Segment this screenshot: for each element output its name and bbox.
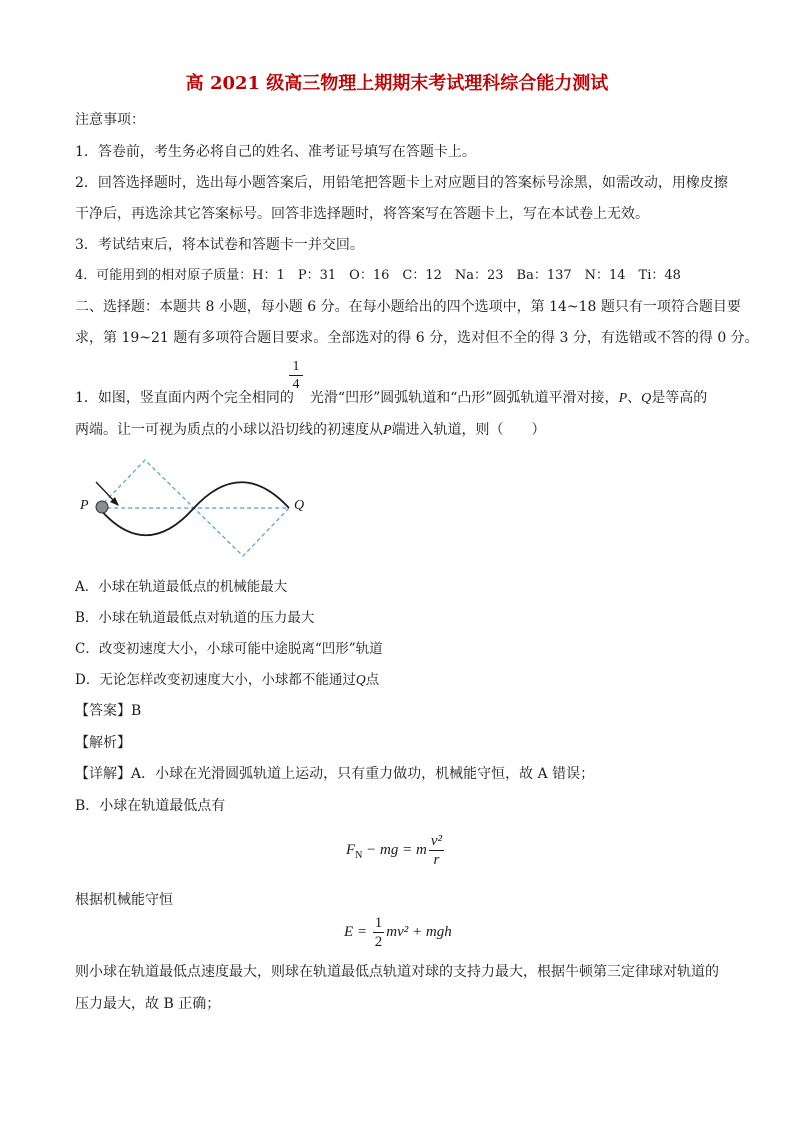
- answer-label: 【答案】B: [75, 703, 142, 719]
- stem-line2-b: 端进入轨道，则（ ）: [391, 422, 546, 438]
- detail-line: [75, 764, 594, 784]
- formula1-num: v²: [430, 833, 442, 849]
- formula1-fraction: [429, 832, 444, 869]
- formula-newton: [346, 832, 446, 869]
- conclusion-line-1: 则小球在轨道最低点速度最大，则球在轨道最低点轨道对球的支持力最大，根据牛顿第三定律球对轨道的: [75, 964, 719, 980]
- conclusion-line-2: 压力最大，故 B 正确；: [75, 996, 221, 1012]
- option-d-text: D．无论怎样改变初速度大小，小球都不能通过: [75, 672, 356, 688]
- question-stem-line-2: [75, 420, 546, 441]
- stem-part-3: 是等高的: [651, 390, 708, 406]
- stem-part-1: 1．如图，竖直面内两个完全相同的: [75, 390, 294, 406]
- formula2-num: 1: [374, 915, 383, 931]
- detail-prefix: 【详解】: [75, 766, 131, 782]
- page-title: 高 2021 级高三物理上期期末考试理科综合能力测试: [185, 73, 609, 94]
- b-line: B．小球在轨道最低点有: [75, 798, 226, 814]
- diagram-label-p: P: [80, 498, 89, 513]
- fraction-denominator: 4: [292, 377, 300, 392]
- formula2-lhs: E =: [344, 923, 371, 940]
- option-d: [75, 670, 379, 690]
- question-stem-line-1: [75, 388, 707, 409]
- notice-item-1: 1．答卷前，考生务必将自己的姓名、准考证号填写在答题卡上。: [75, 144, 476, 160]
- stem-point-p: P: [618, 391, 628, 406]
- stem-line2-a: 两端。让一可视为质点的小球以沿切线的初速度从: [75, 422, 383, 438]
- section-line-2: 求，第 19~21 题有多项符合题目要求。全部选对的得 6 分，选对但不全的得 3 分，有选错或不答的得 0 分。: [75, 330, 759, 346]
- track-curve: [99, 482, 289, 535]
- fraction-numerator: 1: [289, 358, 303, 376]
- option-d-point-q: Q: [355, 672, 366, 687]
- diagram-label-q: Q: [294, 498, 305, 513]
- formula1-lhs: F: [346, 841, 356, 858]
- notice-item-4: 4．可能用到的相对原子质量：H：1 P：31 O：16 C：12 Na：23 Ba：137 N：14 Ti：48: [75, 268, 681, 283]
- formula2-fraction: [373, 914, 385, 951]
- formula-energy: [344, 914, 452, 951]
- notice-item-3: 3．考试结束后，将本试卷和答题卡一并交回。: [75, 237, 364, 253]
- velocity-arrow: [96, 482, 115, 502]
- stem-separator: 、: [627, 390, 642, 406]
- formula2-den: 2: [374, 934, 383, 950]
- ball-icon: [96, 501, 108, 513]
- notice-item-2: 2．回答选择题时，选出每小题答案后，用铅笔把答题卡上对应题目的答案标号涂黑，如需改动，用橡皮擦: [75, 175, 728, 191]
- formula1-mid: − mg = m: [362, 841, 427, 858]
- stem-line2-point-p: P: [383, 423, 392, 438]
- option-b: B．小球在轨道最低点对轨道的压力最大: [75, 610, 315, 626]
- detail-text: A．小球在光滑圆弧轨道上运动，只有重力做功，机械能守恒，故 A 错误；: [131, 766, 595, 782]
- option-d-tail: 点: [365, 672, 380, 688]
- formula2-rest: mv² + mgh: [386, 923, 452, 940]
- formula1-sub: N: [355, 849, 363, 861]
- stem-part-2: 光滑“凹形”圆弧轨道和“凸形”圆弧轨道平滑对接，: [309, 390, 619, 406]
- formula1-den: r: [433, 852, 440, 868]
- stem-point-q: Q: [641, 391, 652, 406]
- notice-heading: 注意事项：: [75, 112, 145, 128]
- energy-text: 根据机械能守恒: [75, 892, 173, 908]
- option-c: C．改变初速度大小，小球可能中途脱离“凹形”轨道: [75, 641, 383, 657]
- analysis-label: 【解析】: [75, 735, 131, 751]
- option-a: A．小球在轨道最低点的机械能最大: [75, 579, 288, 595]
- section-line-1: 二、选择题：本题共 8 小题，每小题 6 分。在每小题给出的四个选项中，第 14~18 题只有一项符合题目要: [75, 299, 741, 315]
- notice-item-2-cont: 干净后，再选涂其它答案标号。回答非选择题时，将答案写在答题卡上，写在本试卷上无效。: [75, 206, 649, 222]
